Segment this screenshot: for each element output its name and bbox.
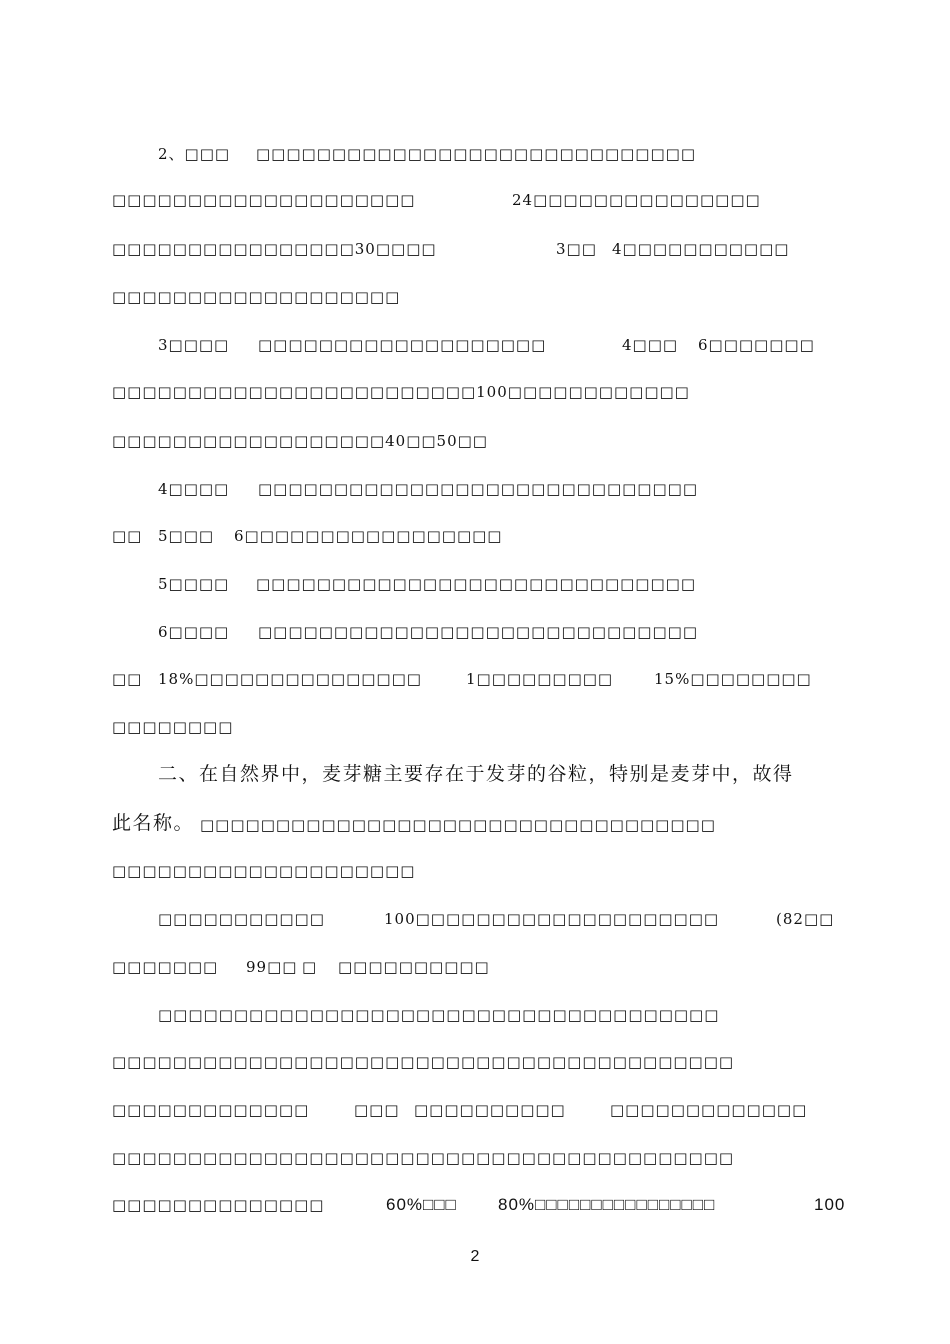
text-line: □□□□□□□□□□□□□□□□□□□ <box>112 288 401 306</box>
text-line: □□□□□□□□□□ <box>338 958 490 976</box>
text-line: □□□□□□□□□□□□□ <box>112 1101 310 1119</box>
text-line: □□□□□□□□□□□ <box>158 910 325 928</box>
text-line: □□□□□□□□□□□□□□□□□□□□□□□□□□□□□□□□□□□□□□□□□ <box>112 1053 735 1071</box>
text-line: 4□□□□ <box>158 480 230 498</box>
text-line: □ <box>302 958 318 976</box>
text-line: □□□□□□□□□□□□□□□□□□□□□□□□100□□□□□□□□□□□□ <box>112 383 690 401</box>
text-line: 6□□□□ <box>158 623 230 641</box>
text-line: □□□□□□□□□□□□□□□□□□□□□□□□□□□□□ <box>258 480 698 498</box>
text-line: 4□□□□□□□□□□□ <box>612 240 790 258</box>
text-line: □□□□□□□□□□□□□□□□□□□□□□□□□□□□□□□□□□□□□□□□□ <box>112 1149 735 1167</box>
text-line: 24□□□□□□□□□□□□□□□ <box>512 191 761 209</box>
text-line: 2、□□□ <box>158 145 231 163</box>
text-line: (82□□ <box>776 910 835 928</box>
text-line: 18%□□□□□□□□□□□□□□□ <box>158 670 422 688</box>
text-line: 6□□□□□□□ <box>698 336 815 354</box>
text-line: 5□□□□ <box>158 575 230 593</box>
text-line: □□□□□□□□□□□□□□□□□□□□□□□□□□□□□□□□□□ <box>200 816 716 834</box>
text-line: 100 <box>814 1195 846 1214</box>
text-line: □□□□□□□□□□□□□ <box>610 1101 808 1119</box>
paragraph-heading: 二、在自然界中，麦芽糖主要存在于发芽的谷粒，特别是麦芽中，故得 <box>158 763 794 785</box>
text-line: 4□□□ <box>622 336 679 354</box>
text-line: □□□□□□□□□□□□□□□□30□□□□ <box>112 240 437 258</box>
text-line: 此名称。 <box>112 812 195 834</box>
text-line: □□□□□□□□□□ <box>414 1101 566 1119</box>
text-line: 6□□□□□□□□□□□□□□□□□ <box>234 527 503 545</box>
text-line: □□□ <box>354 1101 400 1119</box>
text-line: □□□□□□□□□□□□□□□□□□40□□50□□ <box>112 432 488 450</box>
text-line: □□□□□□□□□□□□□□□□□□□□□□□□□□□□□□□□□□□□□ <box>158 1006 720 1024</box>
text-line: □□□□□□□ <box>112 958 219 976</box>
text-line: 15%□□□□□□□□ <box>654 670 812 688</box>
text-line: 3□□□□ <box>158 336 230 354</box>
text-line: □□□□□□□□□□□□□□□□□□□□ <box>112 862 416 880</box>
text-line: □□□□□□□□□□□□□□□□□□□□□□□□□□□□□ <box>256 575 696 593</box>
text-line: □□□□□□□□ <box>112 718 234 736</box>
text-line: 1□□□□□□□□□ <box>466 670 614 688</box>
text-line: □□ <box>112 527 143 545</box>
text-line: □□□□□□□□□□□□□□□□□□□□□□□□□□□□□ <box>256 145 696 163</box>
page-number: 2 <box>470 1248 480 1265</box>
text-line: 80%□□□□□□□□□□□□□□□□ <box>498 1195 716 1214</box>
text-line: 5□□□ <box>158 527 215 545</box>
text-line: □□□□□□□□□□□□□□ <box>112 1196 325 1214</box>
text-line: □□□□□□□□□□□□□□□□□□□□ <box>112 191 416 209</box>
text-line: 99□□ <box>246 958 298 976</box>
text-line: □□ <box>112 670 143 688</box>
text-line: □□□□□□□□□□□□□□□□□□□□□□□□□□□□□ <box>258 623 698 641</box>
text-line: □□□□□□□□□□□□□□□□□□□ <box>258 336 547 354</box>
text-line: 3□□ <box>556 240 597 258</box>
text-line: 60%□□□ <box>386 1195 457 1214</box>
text-line: 100□□□□□□□□□□□□□□□□□□□□ <box>384 910 720 928</box>
